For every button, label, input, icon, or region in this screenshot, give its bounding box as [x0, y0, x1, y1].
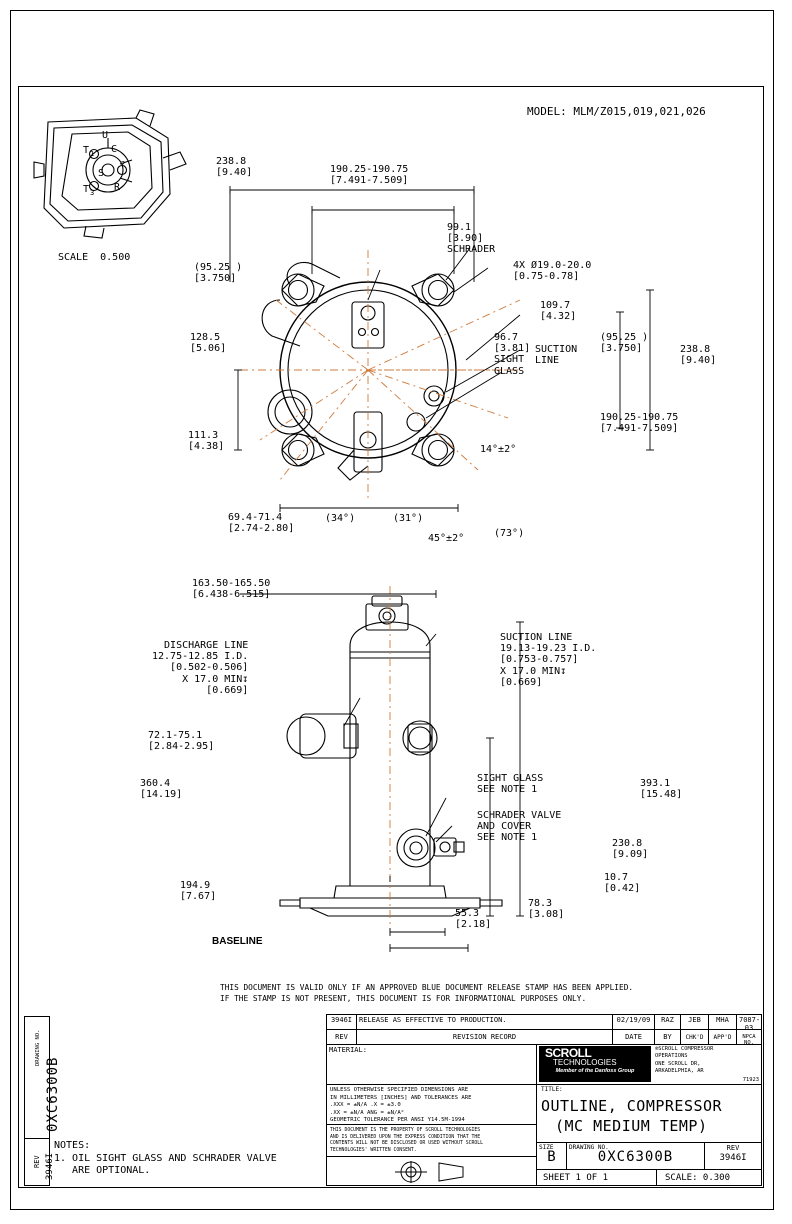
first-angle-projection-icon [393, 1160, 473, 1184]
dim-96-7-sight-glass: 96.7 [3.81] SIGHT GLASS [494, 332, 531, 377]
side-drawing-no: 0XC6300B [45, 1056, 61, 1132]
svg-text:T: T [83, 145, 90, 156]
company-logo-text: SCROLL [545, 1046, 592, 1060]
angle-14: 14°±2° [480, 444, 517, 455]
rev-by-cell: RAZ [655, 1015, 681, 1030]
dim-4x-hole: 4X Ø19.0-20.0 [0.75-0.78] [513, 260, 592, 283]
hdr-date: DATE [613, 1030, 655, 1045]
dim-suction-line-side: SUCTION LINE 19.13-19.23 I.D. [0.753-0.757] X 17.0 MIN↧ [0.669] [500, 632, 597, 688]
dim-190-25-top: 190.25-190.75 [7.491-7.509] [330, 164, 409, 187]
svg-text:C: C [111, 144, 118, 155]
company-addr4: ARKADELPHIA, AR [655, 1067, 704, 1074]
svg-text:1: 1 [90, 150, 95, 158]
prop-line4: TECHNOLOGIES' WRITTEN CONSENT. [330, 1148, 417, 1154]
dim-238-8-right: 238.8 [9.40] [680, 344, 717, 367]
rev-date-cell: 02/19/09 [613, 1015, 655, 1030]
dim-72-1: 72.1-75.1 [2.84-2.95] [148, 730, 215, 753]
model-label: MODEL: MLM/Z015,019,021,026 [527, 105, 706, 118]
drawing-no-value: 0XC6300B [597, 1149, 674, 1165]
projection-symbol-cell [327, 1157, 537, 1186]
dim-393-1: 393.1 [15.48] [640, 778, 683, 801]
prop-line3: CONTENTS WILL NOT BE DISCLOSED OR USED WITHOUT SCROLL [330, 1141, 484, 1147]
company-addr2: OPERATIONS [655, 1053, 688, 1060]
side-drawing-no-label: DRAWING NO. [35, 1029, 41, 1066]
material-label: MATERIAL: [327, 1045, 537, 1085]
title-label: TITLE: [541, 1086, 563, 1093]
dim-111-3: 111.3 [4.38] [188, 430, 225, 453]
rev-cell [705, 1143, 761, 1170]
angle-31: (31°) [393, 513, 424, 524]
detail-scale-note: SCALE 0.500 [58, 252, 131, 263]
hdr-appd: APP'D [709, 1030, 737, 1045]
dim-69-4: 69.4-71.4 [2.74-2.80] [228, 512, 295, 535]
tol-line2: IN MILLIMETERS [INCHES] AND TOLERANCES ARE [330, 1094, 472, 1101]
title-line2: (MC MEDIUM TEMP) [555, 1117, 708, 1135]
rev-no-cell: 3946I [327, 1015, 357, 1030]
notes-block: NOTES: 1. OIL SIGHT GLASS AND SCHRADER VALVE ARE OPTIONAL. [54, 1140, 277, 1176]
dim-95-25-left: (95.25 ) [3.750] [194, 262, 243, 285]
rev-chkd-cell: JEB [681, 1015, 709, 1030]
company-logo-text2: TECHNOLOGIES [553, 1058, 617, 1067]
hdr-revision-record: REVISION RECORD [357, 1030, 613, 1045]
drawing-no-cell [567, 1143, 705, 1170]
dim-10-7: 10.7 [0.42] [604, 872, 641, 895]
dim-194-9: 194.9 [7.67] [180, 880, 217, 903]
tolerance-block [327, 1085, 537, 1125]
dim-schrader: 99.1 [3.90] SCHRADER [447, 222, 496, 256]
tol-line1: UNLESS OTHERWISE SPECIFIED DIMENSIONS ARE [330, 1087, 469, 1093]
svg-text:U: U [102, 130, 109, 141]
dim-55-3: 55.3 [2.18] [455, 908, 492, 931]
size-label: SIZE [539, 1144, 554, 1151]
company-addr1: ®SCROLL COMPRESSOR [655, 1046, 714, 1052]
rev-appd-cell: MHA [709, 1015, 737, 1030]
dim-360-4: 360.4 [14.19] [140, 778, 183, 801]
drawing-no-label: DRAWING NO. [569, 1144, 609, 1151]
tol-line5: GEOMETRIC TOLERANCE PER ANSI Y14.5M-1994 [330, 1117, 465, 1124]
prop-line1: THIS DOCUMENT IS THE PROPERTY OF SCROLL TECHNOLOGIES [330, 1128, 481, 1133]
company-member-text: Member of the Danfoss Group [555, 1068, 635, 1074]
side-rev-value: 3946I [45, 1152, 55, 1180]
company-zip: 71923 [742, 1077, 759, 1083]
company-address [655, 1046, 713, 1075]
angle-73: (73°) [494, 528, 525, 539]
top-view [220, 150, 690, 570]
hdr-chkd: CHK'D [681, 1030, 709, 1045]
hdr-npca: NPCA NO. [737, 1030, 761, 1045]
rev-npca-cell: 7087-03 [739, 1016, 761, 1030]
side-rev-label: REV [33, 1155, 41, 1168]
dim-78-3: 78.3 [3.08] [528, 898, 565, 921]
angle-34: (34°) [325, 513, 356, 524]
company-addr3: ONE SCROLL DR, [655, 1060, 701, 1067]
hdr-by: BY [655, 1030, 681, 1045]
rev-value: 3946I [719, 1153, 747, 1163]
dim-190-25-right: 190.25-190.75 [7.491-7.509] [600, 412, 679, 435]
title-line1: OUTLINE, COMPRESSOR [541, 1097, 723, 1115]
rev-label: REV [726, 1144, 740, 1152]
dim-discharge-line: DISCHARGE LINE 12.75-12.85 I.D. [0.502-0.506] X 17.0 MIN↧ [0.669] [152, 640, 249, 696]
terminal-box-detail [28, 108, 198, 243]
angle-45: 45°±2° [428, 533, 465, 544]
baseline-label: BASELINE [212, 936, 263, 947]
sheet-cell: SHEET 1 OF 1 [537, 1170, 657, 1186]
title-cell [537, 1085, 761, 1143]
title-block [326, 1014, 762, 1186]
dim-238-8-top: 238.8 [9.40] [216, 156, 253, 179]
property-block [327, 1125, 537, 1157]
label-schrader-valve: SCHRADER VALVE AND COVER SEE NOTE 1 [477, 810, 562, 844]
side-strip-divider [24, 1138, 50, 1139]
svg-text:3: 3 [90, 189, 95, 197]
size-cell [537, 1143, 567, 1170]
svg-text:T: T [83, 184, 90, 195]
dim-163-50: 163.50-165.50 [6.438-6.515] [192, 578, 271, 601]
svg-text:R: R [114, 182, 121, 193]
size-value: B [547, 1149, 556, 1165]
rev-desc-cell: RELEASE AS EFFECTIVE TO PRODUCTION. [357, 1015, 613, 1030]
dim-95-25-right: (95.25 ) [3.750] [600, 332, 649, 355]
tol-line4: .XX = ±N/A ANG = ±N/A° [330, 1109, 405, 1116]
prop-line2: AND IS DELIVERED UPON THE EXPRESS CONDITION THAT THE [330, 1134, 481, 1140]
svg-text:S: S [98, 168, 105, 179]
dim-suction-line: SUCTION LINE [535, 344, 578, 367]
scale-cell: SCALE: 0.300 [665, 1173, 731, 1183]
dim-230-8: 230.8 [9.09] [612, 838, 649, 861]
dim-128-5: 128.5 [5.06] [190, 332, 227, 355]
dim-109-7: 109.7 [4.32] [540, 300, 577, 323]
validity-note: THIS DOCUMENT IS VALID ONLY IF AN APPROVED BLUE DOCUMENT RELEASE STAMP HAS BEEN APPLIED. IF THE STAMP IS NOT PRESENT, THIS DOCUMENT IS FOR INFORMATIONAL PURPOSES ONLY. [220, 983, 634, 1003]
svg-text:2: 2 [121, 160, 126, 168]
hdr-rev: REV [327, 1030, 357, 1045]
label-sight-glass: SIGHT GLASS SEE NOTE 1 [477, 773, 544, 796]
tol-line3: .XXX = ±N/A .X = ±3.0 [330, 1102, 401, 1109]
company-logo [539, 1046, 651, 1082]
company-block [537, 1045, 761, 1085]
